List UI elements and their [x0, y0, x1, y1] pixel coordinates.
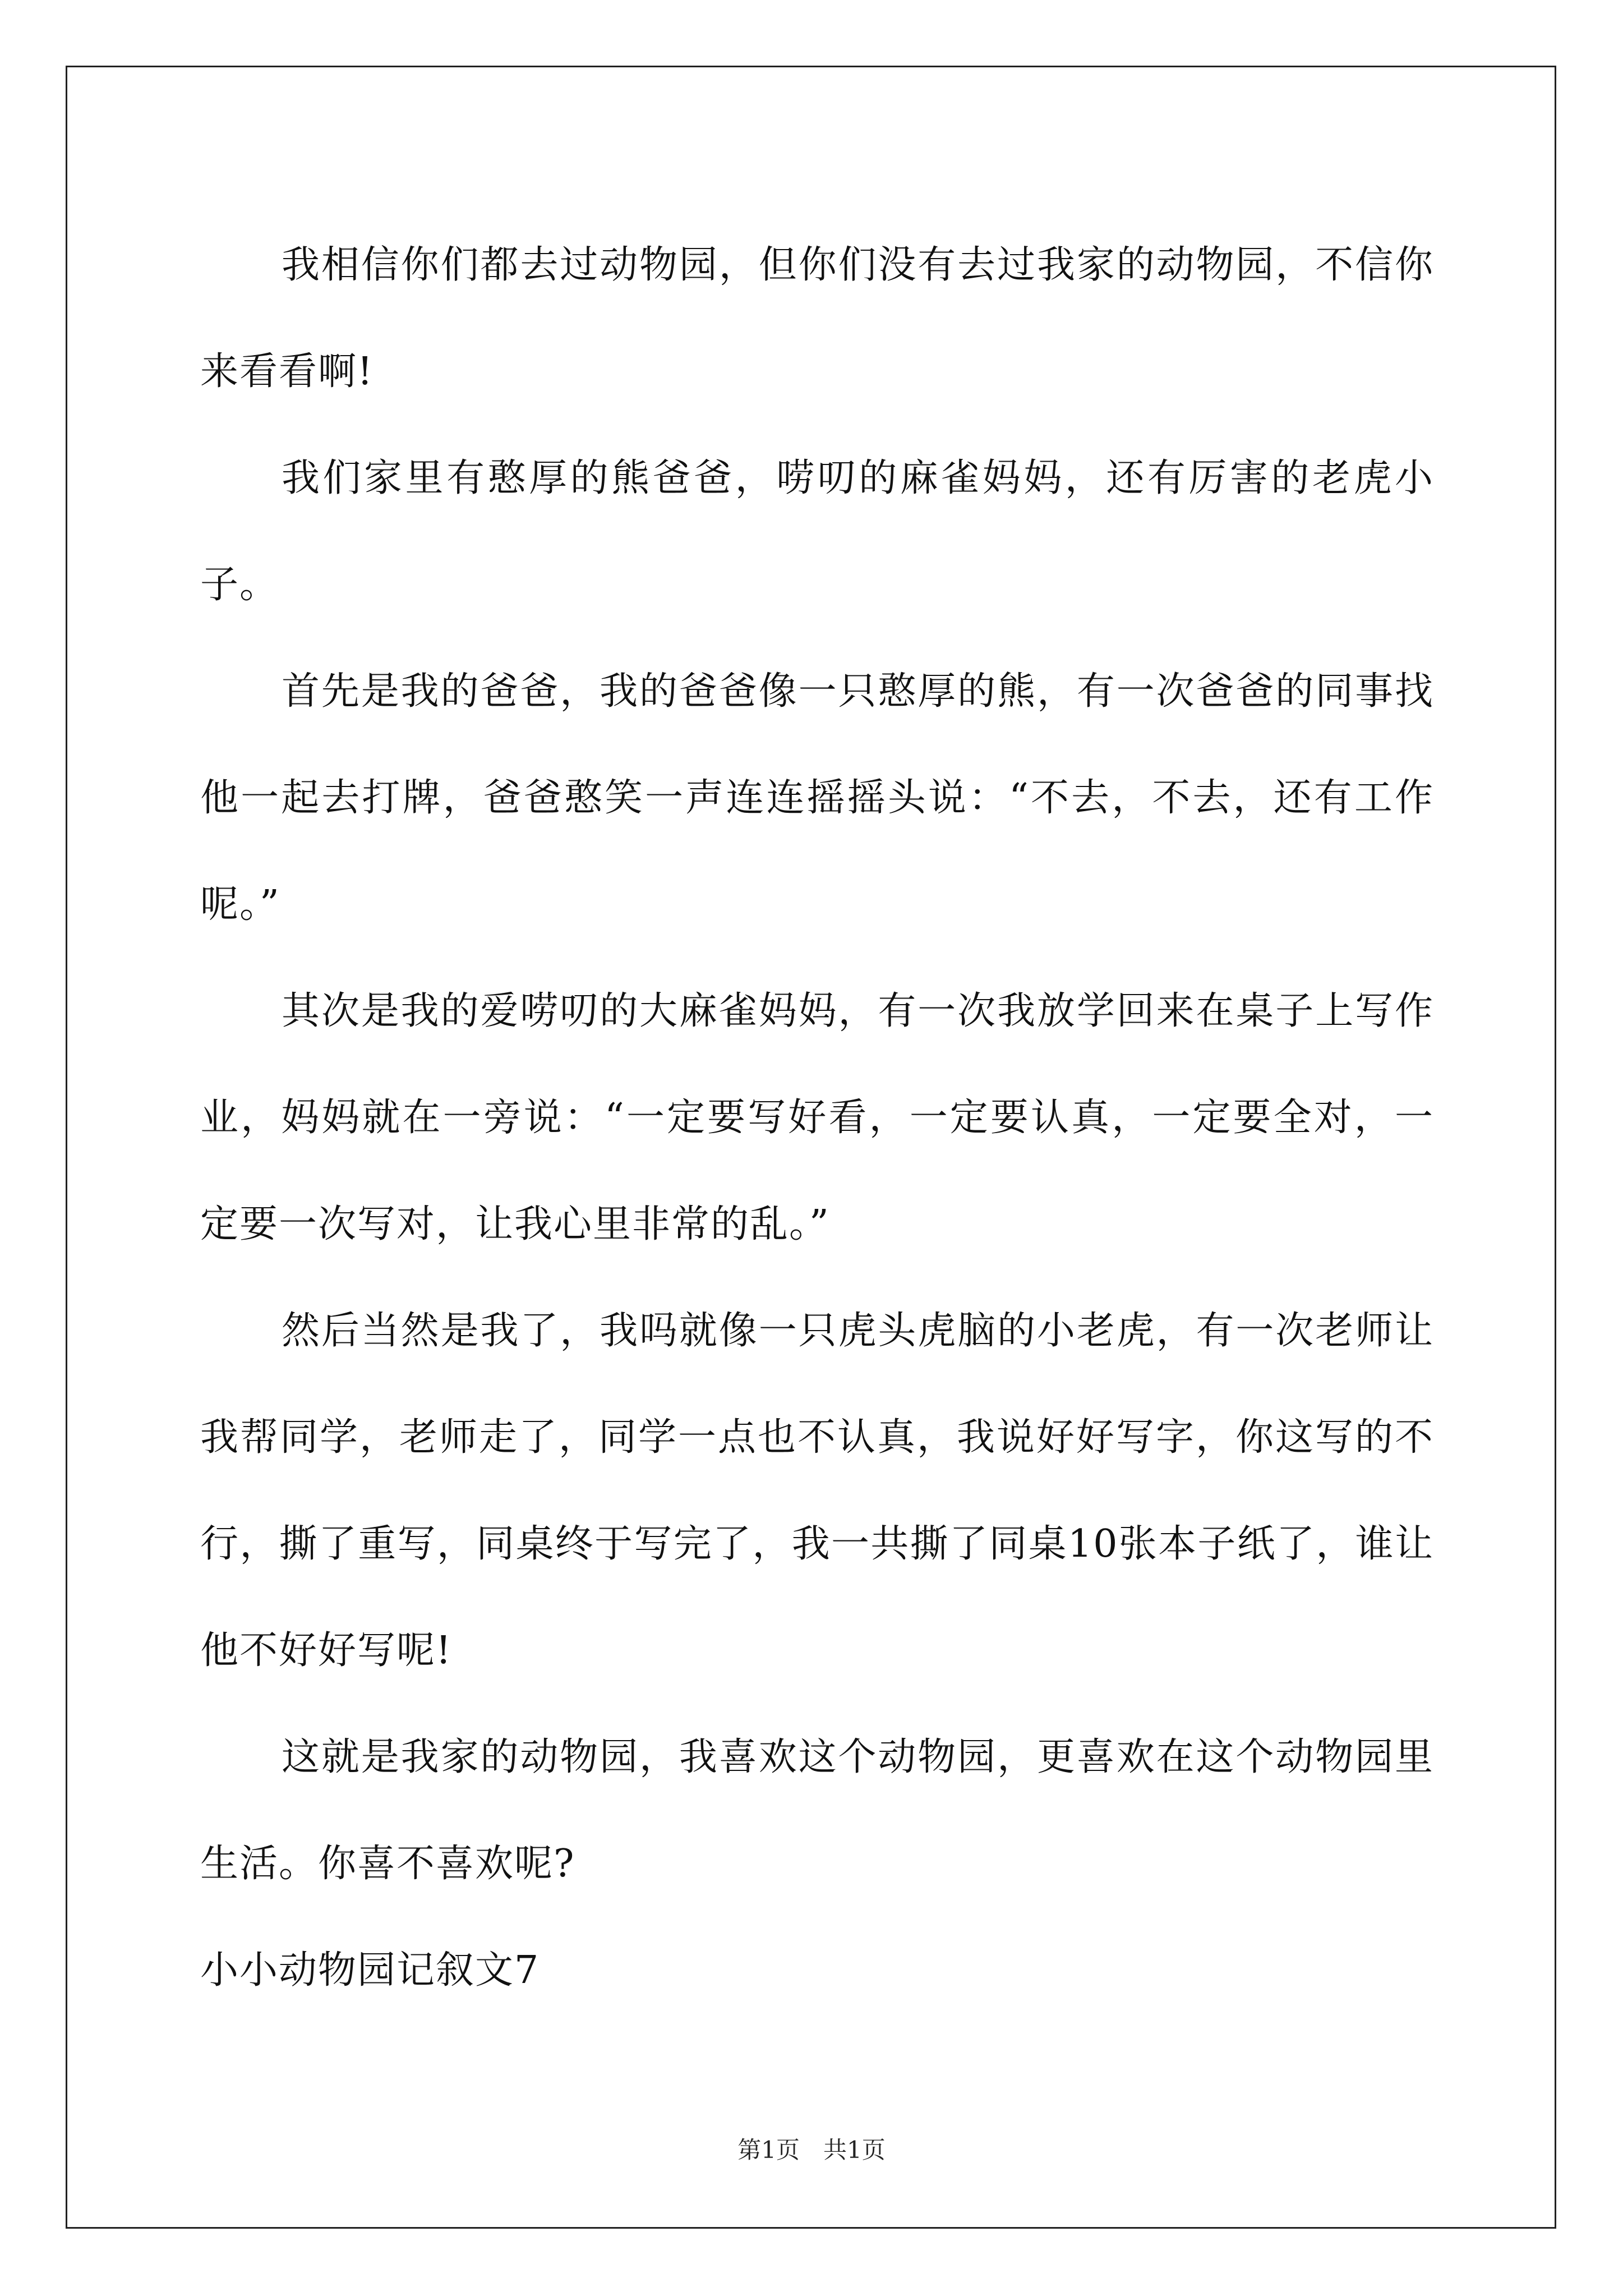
paragraph-6: 这就是我家的动物园，我喜欢这个动物园，更喜欢在这个动物园里生活。你喜不喜欢呢? [200, 1735, 1434, 1886]
document-body [200, 212, 1434, 2024]
page-number-footer: 第1页 共1页 [737, 2136, 886, 2164]
paragraph-3: 首先是我的爸爸，我的爸爸像一只憨厚的熊，有一次爸爸的同事找他一起去打牌，爸爸憨笑一声连连摇摇头说：“不去，不去，还有工作呢。” [200, 669, 1434, 927]
paragraph-1: 我相信你们都去过动物园，但你们没有去过我家的动物园，不信你来看看啊! [200, 243, 1434, 394]
paragraph-4: 其次是我的爱唠叨的大麻雀妈妈，有一次我放学回来在桌子上写作业，妈妈就在一旁说：“一定要写好看，一定要认真，一定要全对，一定要一次写对，让我心里非常的乱。” [200, 989, 1434, 1246]
paragraph-5: 然后当然是我了，我吗就像一只虎头虎脑的小老虎，有一次老师让我帮同学，老师走了，同学一点也不认真，我说好好写字，你这写的不行，撕了重写，同桌终于写完了，我一共撕了同桌10张本子纸了，谁让他不好好写呢! [200, 1309, 1434, 1673]
section-heading: 小小动物园记叙文7 [200, 1948, 540, 1993]
paragraph-2: 我们家里有憨厚的熊爸爸，唠叨的麻雀妈妈，还有厉害的老虎小子。 [200, 456, 1434, 607]
